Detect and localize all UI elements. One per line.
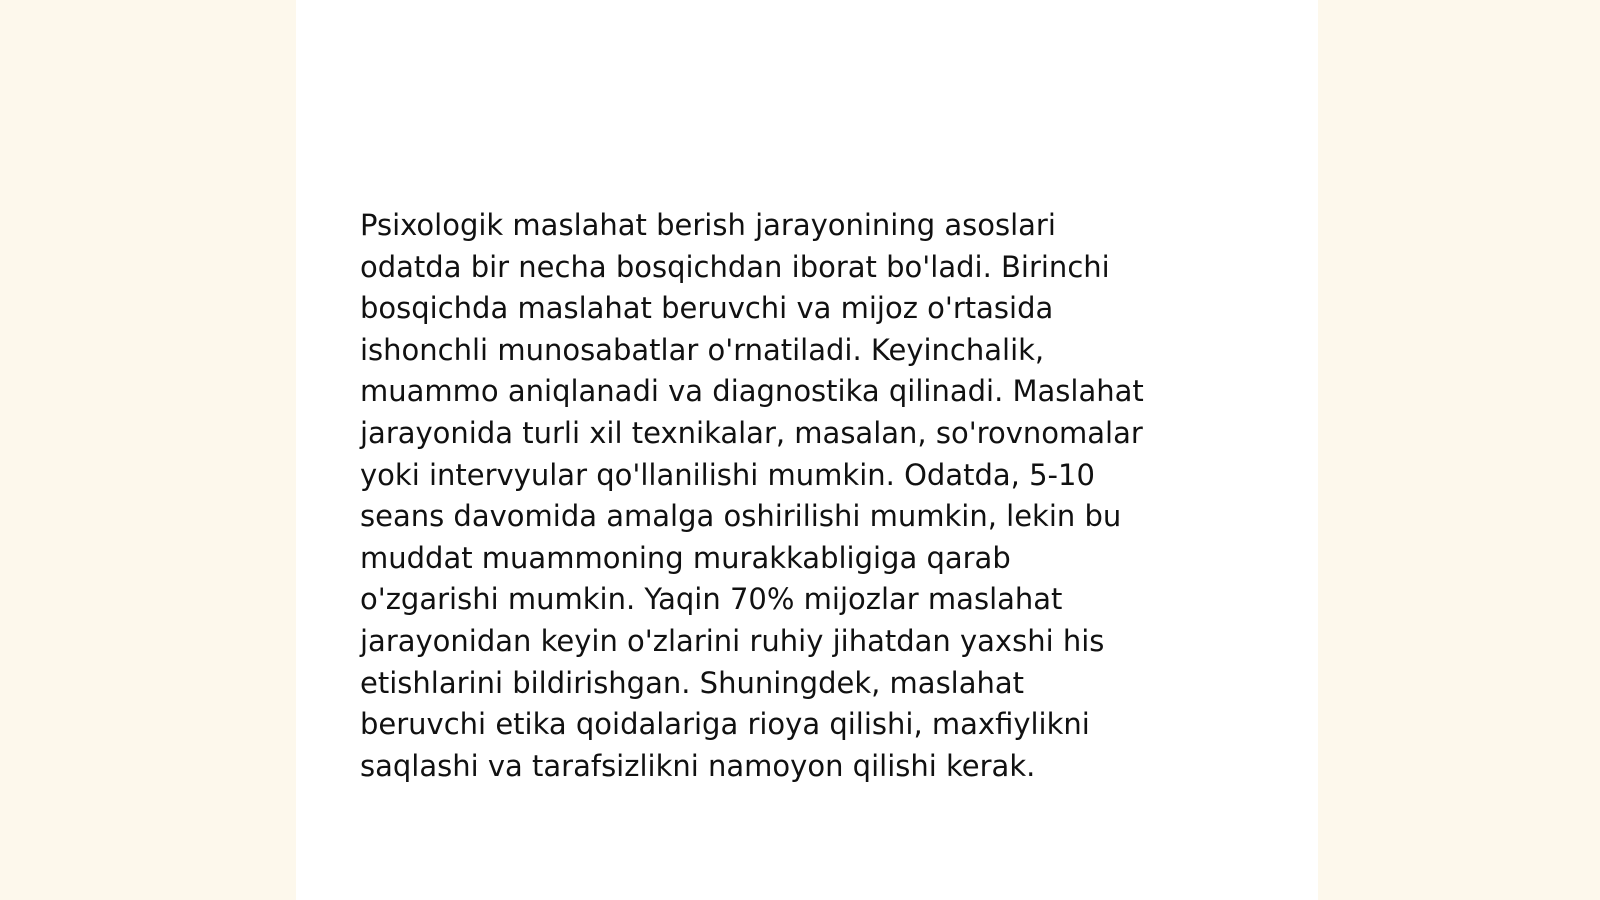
paragraph-line: bosqichda maslahat beruvchi va mijoz o'rtasida [360, 291, 1054, 326]
paragraph-line: etishlarini bildirishgan. Shuningdek, maslahat [360, 665, 1025, 700]
paragraph-line: jarayonidan keyin o'zlarini ruhiy jihatdan yaxshi his [360, 623, 1105, 658]
paragraph-line: beruvchi etika qoidalariga rioya qilishi, maxfiylikni [360, 707, 1090, 742]
paragraph-line: seans davomida amalga oshirilishi mumkin, lekin bu [360, 499, 1122, 534]
paragraph-line: Psixologik maslahat berish jarayonining asoslari [360, 208, 1056, 242]
paragraph-line: muammo aniqlanadi va diagnostika qilinadi. Maslahat [360, 374, 1144, 409]
paragraph-line: yoki intervyular qo'llanilishi mumkin. Odatda, 5-10 [360, 457, 1095, 492]
document-page [296, 0, 1318, 900]
paragraph-line: muddat muammoning murakkabligiga qarab [360, 540, 1011, 575]
paragraph-line: o'zgarishi mumkin. Yaqin 70% mijozlar maslahat [360, 582, 1063, 617]
body-paragraph [360, 205, 1260, 787]
paragraph-line: odatda bir necha bosqichdan iborat bo'ladi. Birinchi [360, 249, 1110, 284]
paragraph-line: ishonchli munosabatlar o'rnatiladi. Keyinchalik, [360, 332, 1045, 367]
paragraph-line: saqlashi va tarafsizlikni namoyon qilishi kerak. [360, 748, 1036, 783]
paragraph-line: jarayonida turli xil texnikalar, masalan, so'rovnomalar [360, 415, 1143, 450]
